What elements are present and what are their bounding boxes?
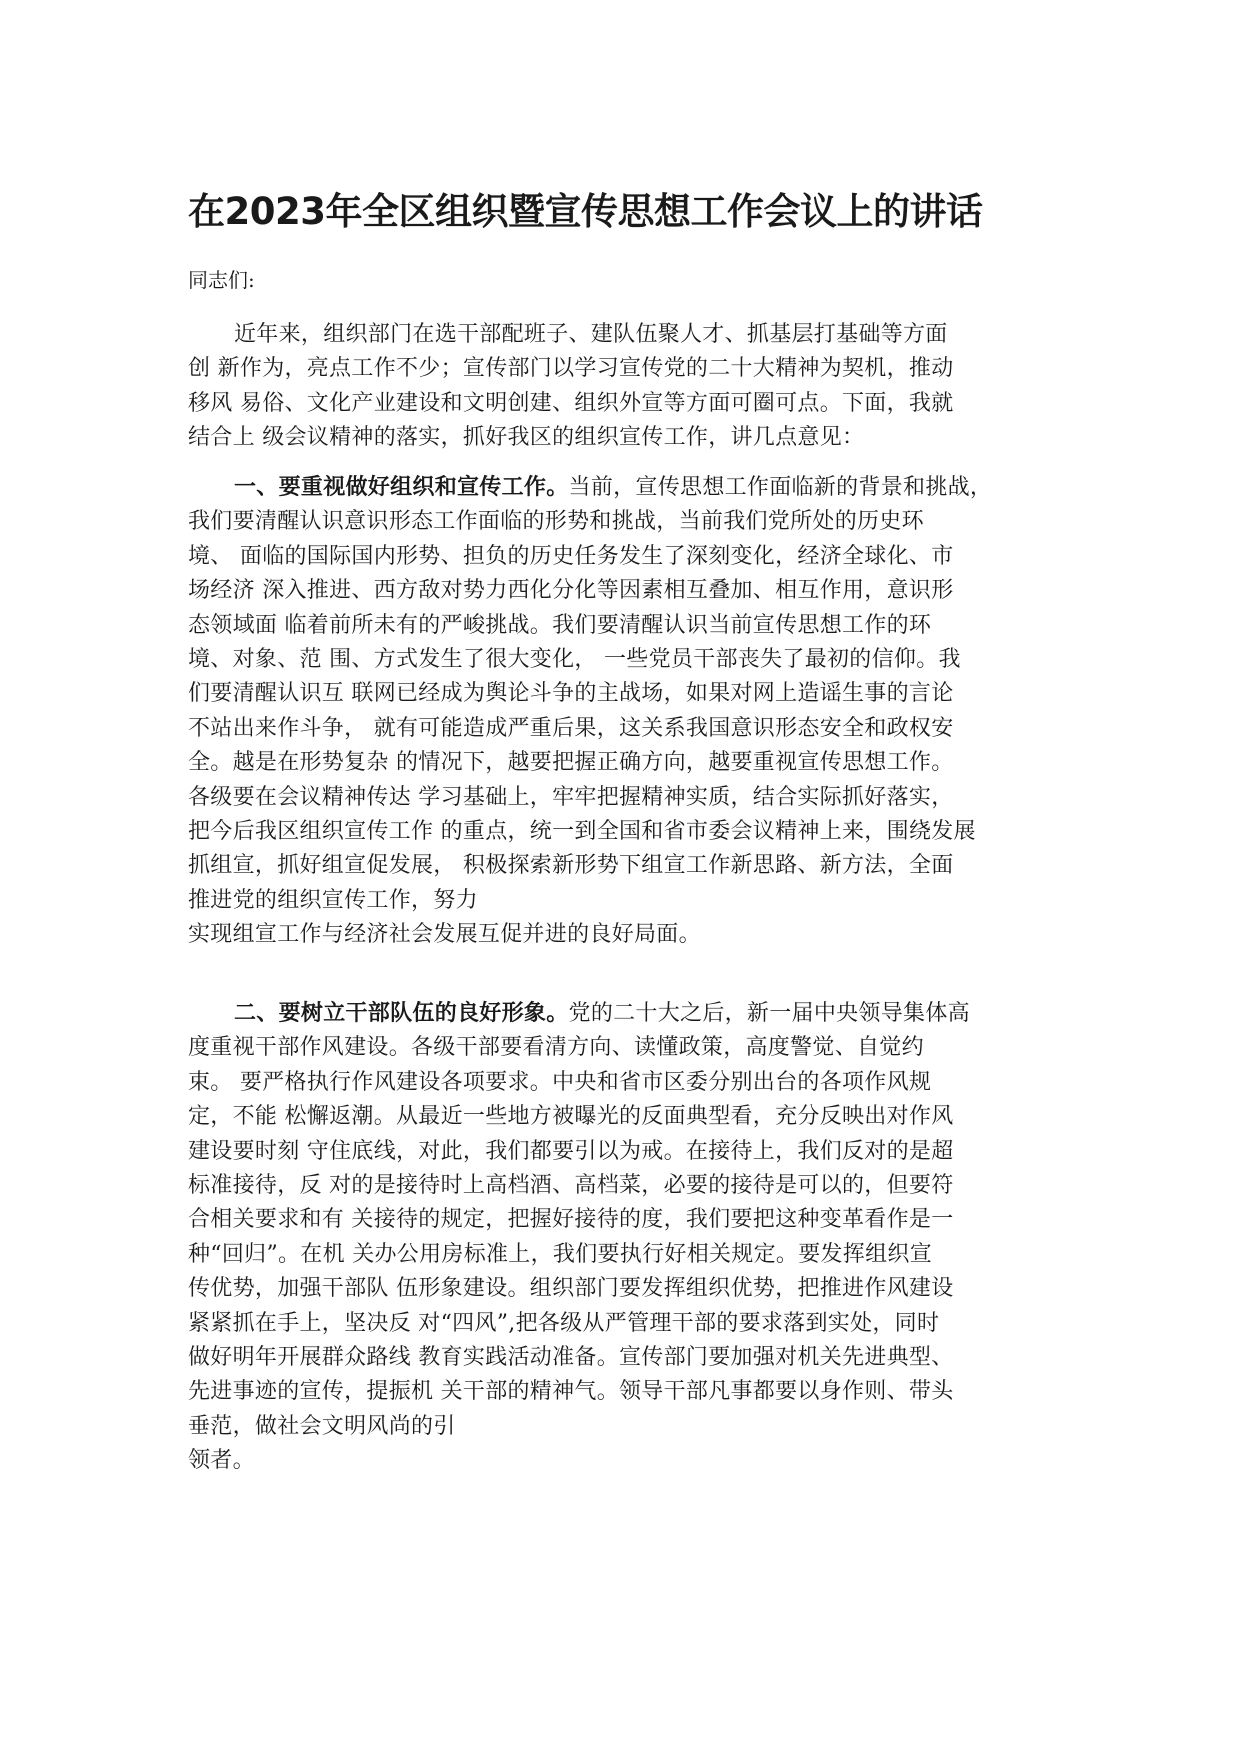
section-one-line: 们要清醒认识互 联网已经成为舆论斗争的主战场，如果对网上造谣生事的言论 [188,681,954,707]
section-one-line: 各级要在会议精神传达 学习基础上，牢牢把握精神实质，结合实际抓好落实， [188,784,954,810]
intro-line: 结合上 级会议精神的落实，抓好我区的组织宣传工作，讲几点意见： [188,425,865,451]
section-two-line: 领者。 [188,1448,255,1474]
section-two-line: 传优势，加强干部队 伍形象建设。组织部门要发挥组织优势，把推进作风建设 [188,1276,954,1302]
section-one-first-line-text: 当前，宣传思想工作面临新的背景和挑战， [568,475,993,500]
section-two-line: 标准接待，反 对的是接待时上高档酒、高档菜，必要的接待是可以的，但要符 [188,1173,954,1199]
section-two-line: 建设要时刻 守住底线，对此，我们都要引以为戒。在接待上，我们反对的是超 [188,1138,954,1164]
intro-line: 近年来，组织部门在选干部配班子、建队伍聚人才、抓基层打基础等方面 [234,322,948,347]
document-title: 在2023年全区组织暨宣传思想工作会议上的讲话 [188,190,983,233]
section-two-first-line-text: 党的二十大之后，新一届中央领导集体高 [568,1001,970,1026]
section-one-heading: 一、要重视做好组织和宣传工作。 [234,474,569,500]
intro-line: 移风 易俗、文化产业建设和文明创建、组织外宣等方面可圈可点。下面，我就 [188,390,954,416]
section-one-line: 把今后我区组织宣传工作 的重点，统一到全国和省市委会议精神上来，围绕发展 [188,819,976,845]
section-one-line: 不站出来作斗争， 就有可能造成严重后果，这关系我国意识形态安全和政权安 [188,715,954,741]
section-one-line: 抓组宣，抓好组宣促发展， 积极探索新形势下组宣工作新思路、新方法，全面 [188,853,954,879]
section-two-line: 合相关要求和有 关接待的规定，把握好接待的度，我们要把这种变革看作是一 [188,1207,954,1233]
section-two-line: 垂范，做社会文明风尚的引 [188,1413,456,1439]
section-one-line: 我们要清醒认识意识形态工作面临的形势和挑战，当前我们党所处的历史环 [188,509,924,535]
section-two-first-line [188,996,1068,1031]
section-two-line: 紧紧抓在手上，坚决反 对“四风”,把各级从严管理干部的要求落到实处，同时 [188,1310,940,1336]
section-two-line: 定，不能 松懈返潮。从最近一些地方被曝光的反面典型看，充分反映出对作风 [188,1104,954,1130]
section-two-line: 做好明年开展群众路线 教育实践活动准备。宣传部门要加强对机关先进典型、 [188,1345,954,1371]
section-one-line: 场经济 深入推进、西方敌对势力西化分化等因素相互叠加、相互作用，意识形 [188,578,954,604]
section-one-paragraph [188,470,1068,953]
section-two-line: 度重视干部作风建设。各级干部要看清方向、读懂政策，高度警觉、自觉约 [188,1035,924,1061]
intro-paragraph [188,318,1068,456]
section-two-line: 先进事迹的宣传，提振机 关干部的精神气。领导干部凡事都要以身作则、带头 [188,1379,954,1405]
section-one-line: 境、对象、范 围、方式发生了很大变化， 一些党员干部丧失了最初的信仰。我 [188,647,961,673]
section-two-paragraph [188,996,1068,1479]
section-one-line: 实现组宣工作与经济社会发展互促并进的良好局面。 [188,922,701,948]
section-one-line: 态领域面 临着前所未有的严峻挑战。我们要清醒认识当前宣传思想工作的环 [188,612,932,638]
salutation: 同志们: [188,268,255,292]
section-one-first-line [188,470,1068,505]
section-two-line: 束。 要严格执行作风建设各项要求。中央和省市区委分别出台的各项作风规 [188,1069,932,1095]
section-one-line: 推进党的组织宣传工作，努力 [188,887,478,913]
section-one-line: 全。越是在形势复杂 的情况下，越要把握正确方向，越要重视宣传思想工作。 [188,750,954,776]
intro-line: 创 新作为，亮点工作不少；宣传部门以学习宣传党的二十大精神为契机，推动 [188,356,954,382]
section-two-heading: 二、要树立干部队伍的良好形象。 [234,1000,569,1026]
section-two-line: 种“回归”。在机 关办公用房标准上，我们要执行好相关规定。要发挥组织宣 [188,1241,932,1267]
section-one-line: 境、 面临的国际国内形势、担负的历史任务发生了深刻变化，经济全球化、市 [188,543,954,569]
